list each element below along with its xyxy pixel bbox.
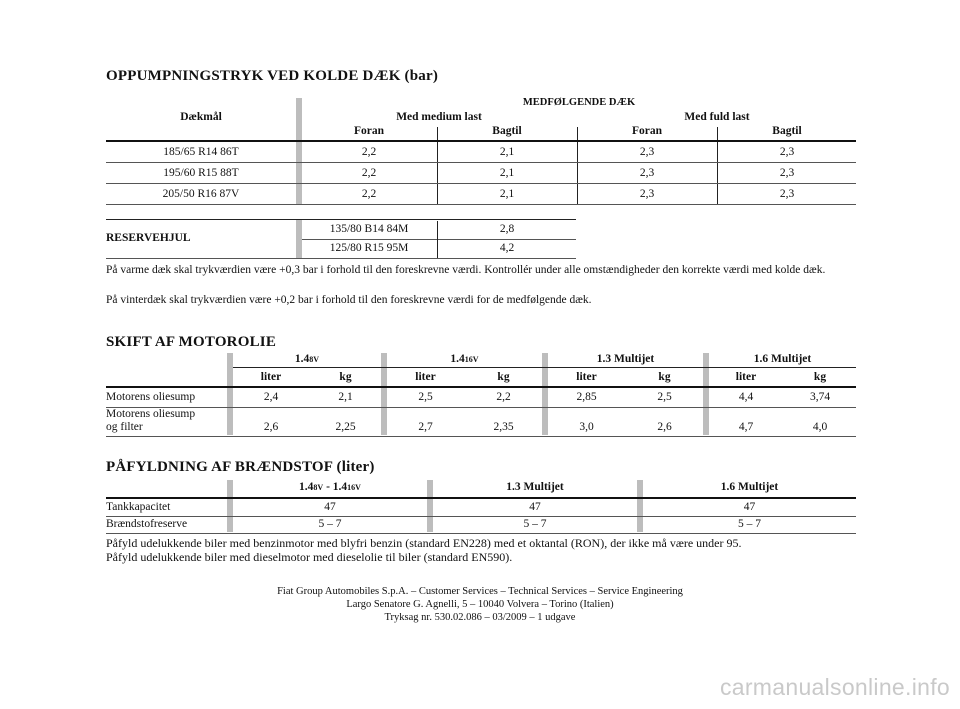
pressure-value: 2,2 <box>361 167 377 179</box>
rule <box>233 367 856 368</box>
oil-value: 2,6 <box>263 421 279 433</box>
pressure-value: 2,3 <box>639 188 655 200</box>
pressure-value: 2,1 <box>499 146 515 158</box>
fuel-value: 47 <box>743 501 756 513</box>
fuel-note-diesel: Påfyld udelukkende biler med dieselmotor med dieselolie til biler (standard EN590). <box>106 550 513 564</box>
engine-header: 1.416V <box>450 353 479 365</box>
rule <box>106 162 856 163</box>
unit-header: kg <box>497 371 510 383</box>
rule <box>106 407 856 408</box>
rule <box>106 386 856 388</box>
tire-note-winter: På vinterdæk skal trykværdien være +0,2 bar i forhold til den foreskrevne værdi for de medfølgende dæk. <box>106 294 592 306</box>
tire-section-title: OPPUMPNINGSTRYK VED KOLDE DÆK (bar) <box>106 68 439 84</box>
oil-value: 2,6 <box>657 421 672 433</box>
oil-row-label: Motorens oliesump og filter <box>106 408 196 433</box>
footer-line: Fiat Group Automobiles S.p.A. – Customer Services – Technical Services – Service Engineering <box>277 586 683 597</box>
fuel-row-label: Tankkapacitet <box>106 501 171 513</box>
spare-wheel-label: RESERVEHJUL <box>106 232 191 244</box>
oil-value: 2,7 <box>418 421 433 433</box>
spare-pressure: 4,2 <box>499 242 515 254</box>
fuel-engine-header: 1.3 Multijet <box>506 481 564 493</box>
fuel-value: 5 – 7 <box>318 518 342 530</box>
fuel-value: 47 <box>529 501 541 513</box>
medium-load-header: Med medium last <box>396 111 482 123</box>
oil-value: 2,35 <box>493 421 514 433</box>
engine-header: 1.6 Multijet <box>753 353 812 365</box>
fuel-engine-header: 1.6 Multijet <box>720 481 779 493</box>
rule <box>302 239 576 240</box>
tire-size: 205/50 R16 87V <box>162 188 240 200</box>
fuel-section-title: PÅFYLDNING AF BRÆNDSTOF (liter) <box>106 459 375 475</box>
tire-group-header: MEDFØLGENDE DÆK <box>522 97 636 108</box>
fuel-value: 5 – 7 <box>738 518 761 530</box>
engine-header: 1.3 Multijet <box>596 353 655 365</box>
spare-tire-size: 125/80 R15 95M <box>329 242 409 254</box>
rule <box>106 533 856 534</box>
tire-size: 195/60 R15 88T <box>163 167 239 179</box>
front-header: Foran <box>631 125 663 137</box>
pressure-value: 2,3 <box>779 146 795 158</box>
oil-value: 2,4 <box>263 391 279 403</box>
spare-tire-size: 135/80 B14 84M <box>329 223 409 235</box>
pressure-value: 2,3 <box>639 146 655 158</box>
full-load-header: Med fuld last <box>684 111 750 123</box>
unit-header: liter <box>735 371 757 383</box>
pressure-value: 2,2 <box>361 146 377 158</box>
rule <box>106 204 856 205</box>
unit-header: liter <box>415 371 436 383</box>
rule <box>106 497 856 499</box>
tire-size: 185/65 R14 86T <box>163 146 239 158</box>
rear-header: Bagtil <box>772 125 802 137</box>
oil-value: 3,0 <box>579 421 594 433</box>
rule <box>106 183 856 184</box>
oil-value: 2,25 <box>335 421 356 433</box>
divider <box>437 221 438 258</box>
footer-line: Tryksag nr. 530.02.086 – 03/2009 – 1 udgave <box>384 612 576 623</box>
rule <box>106 258 576 259</box>
oil-section-title: SKIFT AF MOTOROLIE <box>106 334 277 350</box>
spare-pressure: 2,8 <box>499 223 515 235</box>
rear-header: Bagtil <box>492 125 522 137</box>
oil-value: 2,5 <box>657 391 672 403</box>
pressure-value: 2,3 <box>779 167 795 179</box>
oil-value: 2,2 <box>496 391 511 403</box>
pressure-value: 2,3 <box>639 167 655 179</box>
oil-row-label: Motorens oliesump <box>106 391 196 403</box>
unit-header: kg <box>658 371 671 383</box>
tire-note-warm: På varme dæk skal trykværdien være +0,3 bar i forhold til den foreskrevne værdi. Kontrollér under alle omstændigheder den korrekte værdi med kolde dæk. <box>106 264 826 276</box>
fuel-value: 47 <box>324 501 336 513</box>
pressure-value: 2,3 <box>779 188 795 200</box>
oil-value: 3,74 <box>809 391 831 403</box>
rule <box>106 219 576 220</box>
unit-header: kg <box>813 371 827 383</box>
unit-header: kg <box>339 371 352 383</box>
rule <box>106 436 856 437</box>
footer-line: Largo Senatore G. Agnelli, 5 – 10040 Volvera – Torino (Italien) <box>346 599 614 610</box>
unit-header: liter <box>260 371 282 383</box>
tire-size-header: Dækmål <box>180 111 222 123</box>
oil-value: 2,85 <box>576 391 597 403</box>
oil-value: 2,5 <box>418 391 433 403</box>
oil-value: 2,1 <box>338 391 353 403</box>
oil-value: 4,4 <box>738 391 754 403</box>
fuel-note-petrol: Påfyld udelukkende biler med benzinmotor med blyfri benzin (standard EN228) med et oktantal (RON), der ikke må være under 95. <box>106 536 742 550</box>
fuel-value: 5 – 7 <box>523 518 547 530</box>
oil-value: 4,7 <box>738 421 754 433</box>
fuel-row-label: Brændstofreserve <box>106 518 188 530</box>
fuel-engine-header: 1.48V - 1.416V <box>299 481 361 493</box>
pressure-value: 2,2 <box>361 188 377 200</box>
pressure-value: 2,1 <box>499 188 515 200</box>
oil-value: 4,0 <box>812 421 828 433</box>
rule <box>106 140 856 142</box>
front-header: Foran <box>353 125 385 137</box>
unit-header: liter <box>576 371 597 383</box>
watermark: carmanualsonline.info <box>719 674 950 700</box>
rule <box>106 516 856 517</box>
pressure-value: 2,1 <box>499 167 515 179</box>
engine-header: 1.48V <box>294 353 320 365</box>
